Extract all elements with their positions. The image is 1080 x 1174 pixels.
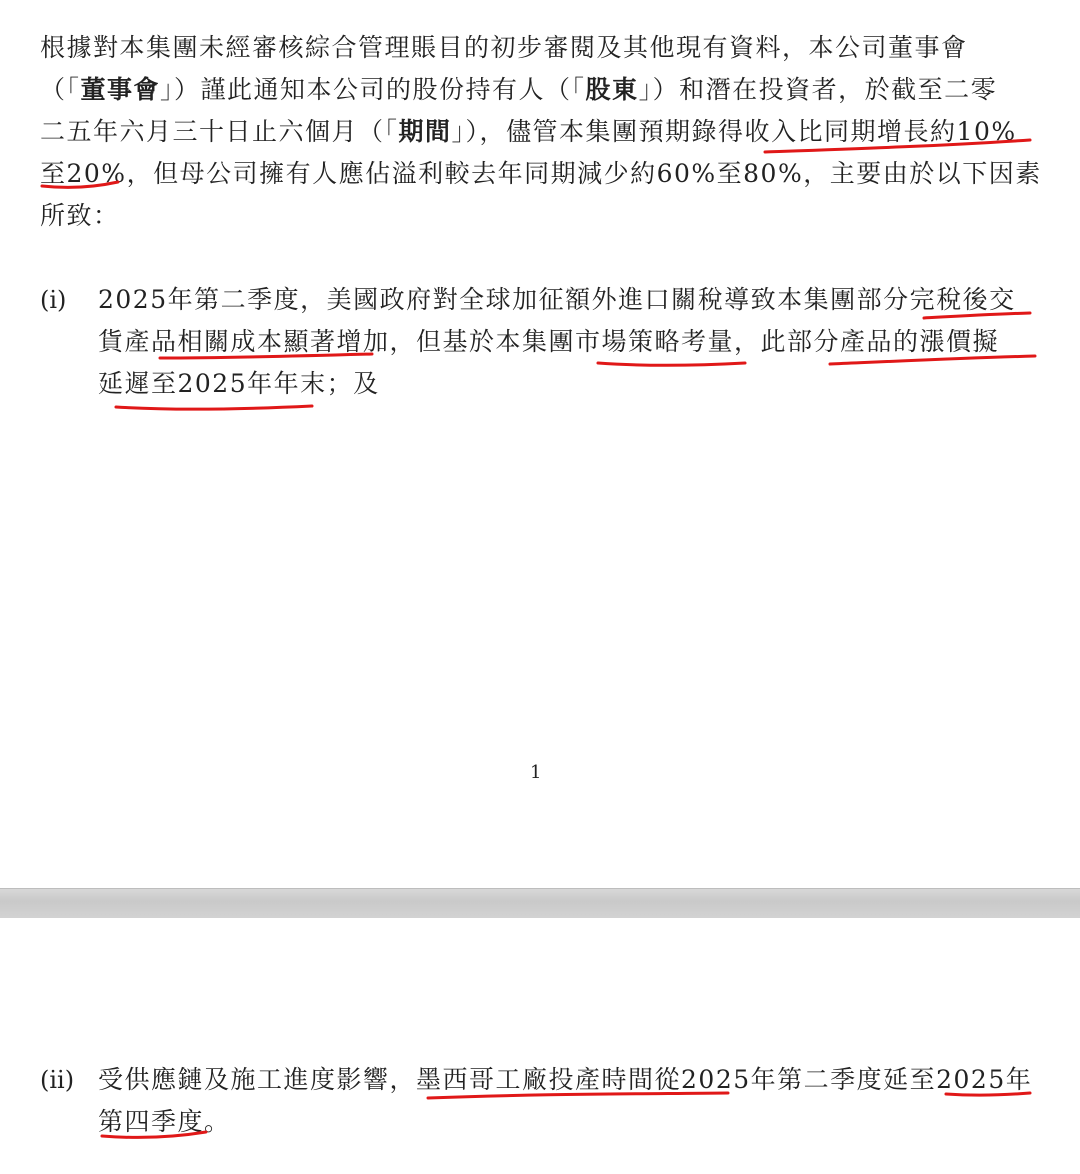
text-fragment: 」），儘管本集團預期錄得收入比同期增長約10% xyxy=(451,117,1017,146)
item-label-ii: (ii) xyxy=(40,1066,75,1094)
defined-term-period: 期間 xyxy=(398,117,452,146)
para1-line3 xyxy=(40,112,1017,152)
text-fragment: （「 xyxy=(40,75,81,104)
item-label-i: (i) xyxy=(40,286,67,314)
document-page-2 xyxy=(0,918,1080,1174)
text-fragment: 」）和潛在投資者，於截至二零 xyxy=(638,75,998,104)
defined-term-board: 董事會 xyxy=(80,75,161,104)
item2-line1: 受供應鏈及施工進度影響，墨西哥工廠投產時間從2025年第二季度延至2025年 xyxy=(98,1065,1033,1094)
para1-line2 xyxy=(40,70,997,110)
item1-line1: 2025年第二季度，美國政府對全球加征額外進口關稅導致本集團部分完稅後交 xyxy=(98,285,1016,314)
item1-line2: 貨產品相關成本顯著增加，但基於本集團市場策略考量，此部分產品的漲價擬 xyxy=(98,327,1000,356)
item1-line3: 延遲至2025年年末；及 xyxy=(98,369,380,398)
para1-line1: 根據對本集團未經審核綜合管理賬目的初步審閱及其他現有資料，本公司董事會 xyxy=(40,33,968,62)
defined-term-shareholders: 股東 xyxy=(585,75,639,104)
text-fragment: 二五年六月三十日止六個月（「 xyxy=(40,117,399,146)
page-number: 1 xyxy=(530,762,542,783)
para1-line4: 至20%，但母公司擁有人應佔溢利較去年同期減少約60%至80%，主要由於以下因素 xyxy=(40,159,1042,188)
page-separator xyxy=(0,888,1080,920)
para1-line5: 所致： xyxy=(40,201,120,230)
item2-line2: 第四季度。 xyxy=(98,1107,231,1136)
text-fragment: 」）謹此通知本公司的股份持有人（「 xyxy=(160,75,586,104)
